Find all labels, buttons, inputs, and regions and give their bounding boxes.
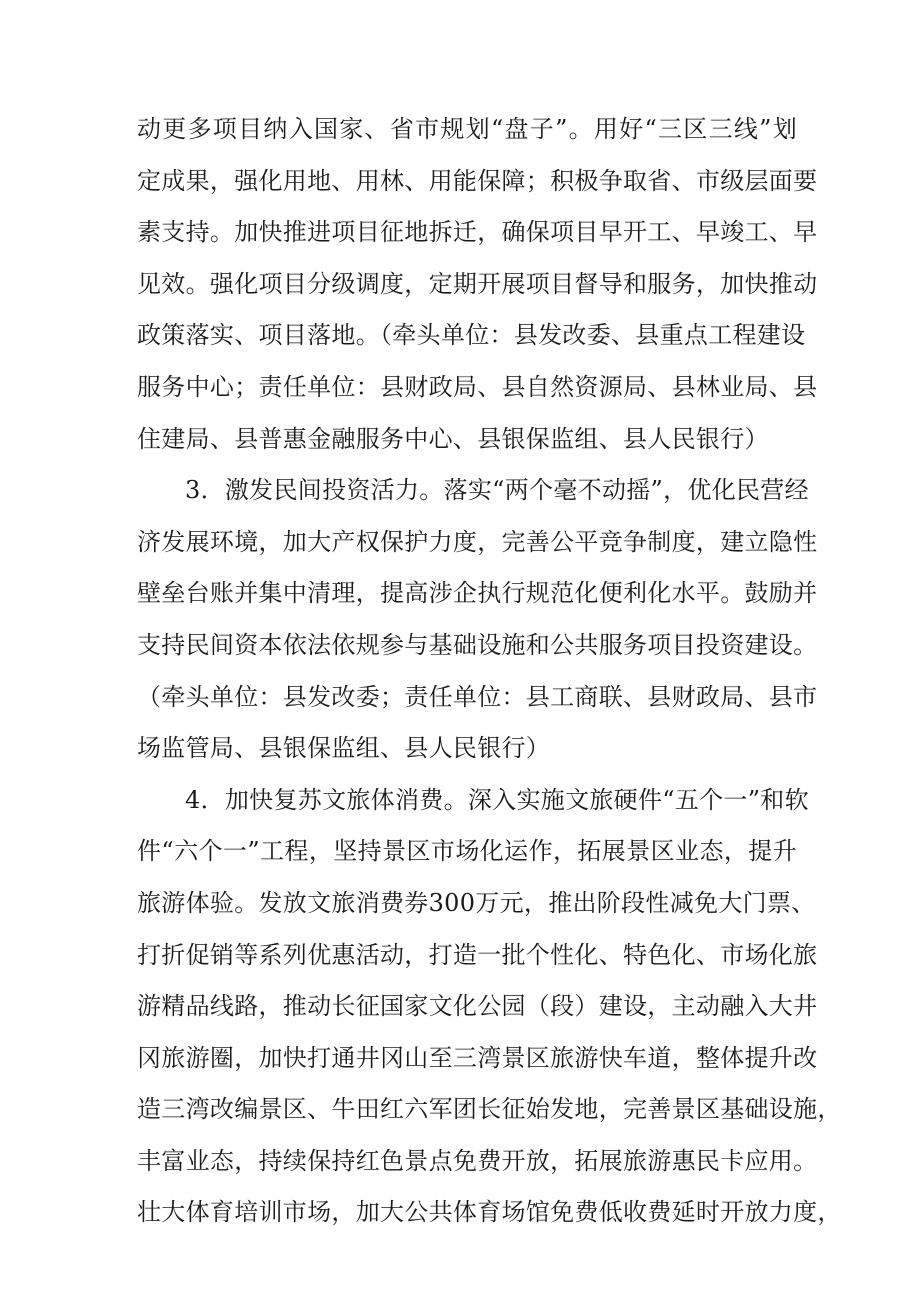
text-line-3: 素支持。加快推进项目征地拆迁，确保项目早开工、早竣工、早	[137, 218, 818, 247]
text-line-16: 旅游体验。发放文旅消费券300万元，推出阶段性减免大门票、	[137, 888, 816, 917]
text-line-6: 服务中心；责任单位：县财政局、县自然资源局、县林业局、县	[137, 372, 818, 401]
text-line-19: 冈旅游圈，加快打通井冈山至三湾景区旅游快车道，整体提升改	[137, 1043, 818, 1072]
text-line-17: 打折促销等系列优惠活动，打造一批个性化、特色化、市场化旅	[137, 940, 818, 969]
text-line-1: 动更多项目纳入国家、省市规划“盘子”。用好“三区三线”划	[137, 115, 797, 143]
text-line-7: 住建局、县普惠金融服务中心、县银保监组、县人民银行）	[137, 424, 769, 453]
text-line-22: 壮大体育培训市场，加大公共体育场馆免费低收费延时开放力度，	[137, 1198, 842, 1227]
text-line-21: 丰富业态，持续保持红色景点免费开放，拓展旅游惠民卡应用。	[137, 1146, 818, 1175]
text-line-15: 件“六个一”工程，坚持景区市场化运作，拓展景区业态，提升	[137, 837, 797, 866]
body-text	[137, 104, 842, 1239]
paragraph-4-heading-line: 4．加快复苏文旅体消费。深入实施文旅硬件“五个一”和软	[185, 785, 809, 814]
text-line-9: 济发展环境，加大产权保护力度，完善公平竞争制度，建立隐性	[137, 527, 818, 556]
text-line-20: 造三湾改编景区、牛田红六军团长征始发地，完善景区基础设施，	[137, 1095, 842, 1124]
text-line-11: 支持民间资本依法依规参与基础设施和公共服务项目投资建设。	[137, 630, 818, 659]
text-line-18: 游精品线路，推动长征国家文化公园（段）建设，主动融入大井	[137, 992, 818, 1021]
paragraph-3-heading-line: 3．激发民间投资活力。落实“两个毫不动摇”，优化民营经	[185, 476, 809, 505]
text-line-13: 场监管局、县银保监组、县人民银行）	[137, 734, 551, 763]
text-line-4: 见效。强化项目分级调度，定期开展项目督导和服务，加快推动	[137, 269, 818, 298]
text-line-5: 政策落实、项目落地。（牵头单位：县发改委、县重点工程建设	[137, 321, 806, 350]
text-line-10: 壁垒台账并集中清理，提高涉企执行规范化便利化水平。鼓励并	[137, 579, 818, 608]
text-line-12: （牵头单位：县发改委；责任单位：县工商联、县财政局、县市	[137, 682, 818, 711]
text-line-2: 定成果，强化用地、用林、用能保障；积极争取省、市级层面要	[137, 166, 818, 195]
